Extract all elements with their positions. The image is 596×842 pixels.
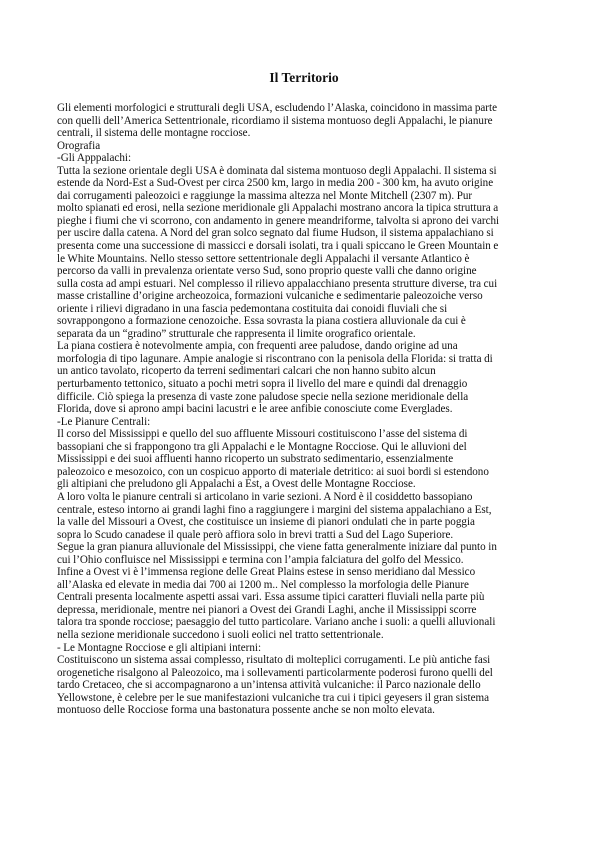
text-line: molto spianati ed erosi, nella sezione meridionale gli Appalachi mostrano ancora la tipica struttura a [57, 202, 499, 215]
text-line: per uscire dalla catena. A Nord del gran solco segnato dal fiume Hudson, il sistema appalachiano si [57, 227, 494, 240]
text-line: morfologia di tipo lagunare. Ampie analogie si riscontrano con la penisola della Florida: si tratta di [57, 352, 493, 365]
text-line: orogenetiche risalgono al Paleozoico, ma i sollevamenti particolarmente poderosi furono quelli del [57, 666, 493, 679]
text-line: un antico tavolato, ricoperto da terreni sedimentari calcari che non hanno subito alcun [57, 365, 436, 378]
text-line: perturbamento tettonico, situato a pochi metri sopra il livello del mare e quindi dal drenaggio [57, 378, 468, 391]
text-line: separata da un “gradino” strutturale che rappresenta il limite orografico orientale. [57, 327, 416, 340]
text-line: -Gli Apppalachi: [57, 152, 132, 165]
text-line: paleozoico e mesozoico, con un cospicuo apporto di materiale detritico: ai suoi bordi si estendono [57, 465, 489, 478]
text-line: montuoso delle Rocciose forma una bastonatura possente anche se non molto elevata. [57, 704, 435, 717]
text-line: -Le Pianure Centrali: [57, 415, 151, 428]
text-line: bassopiani che si frappongono tra gli Appalachi e le Montagne Rocciose. Qui le alluvioni del [57, 440, 467, 453]
text-line: Yellowstone, è celebre per le sue manifestazioni vulcaniche tra cui i tipici geyesers il gran sistema [57, 691, 490, 704]
text-line: depressa, meridionale, mentre nei pianori a Ovest dei Grandi Laghi, anche il Mississippi scorre [57, 603, 477, 616]
text-line: le White Mountains. Nello stesso settore settentrionale degli Appalachi il versante Atlantico è [57, 252, 470, 265]
text-line: Tutta la sezione orientale degli USA è dominata dal sistema montuoso degli Appalachi. Il sistema si [57, 164, 497, 177]
text-line: Segue la gran pianura alluvionale del Mississippi, che viene fatta generalmente iniziare dal punto in [57, 541, 497, 554]
text-line: Orografia [57, 139, 101, 152]
text-line: tardo Cretaceo, che si accompagnarono a un’intensa attività vulcaniche: il Parco nazionale dello [57, 679, 481, 692]
text-line: presenta come una successione di massicci e dorsali isolati, tra i quali spiccano le Green Mountain e [57, 240, 499, 253]
text-line: - Le Montagne Rocciose e gli altipiani interni: [57, 641, 262, 654]
text-line: La piana costiera è notevolmente ampia, con frequenti aree paludose, dando origine ad una [57, 340, 458, 353]
text-line: centrali, il sistema delle montagne rocciose. [57, 127, 251, 140]
text-line: gli altipiani che preludono gli Appalachi a Est, a Ovest delle Montagne Rocciose. [57, 478, 416, 491]
text-line: nella sezione meridionale succedono i suoli eolici nel tratto settentrionale. [57, 628, 384, 641]
text-line: sopra lo Scudo canadese il quale però affiora solo in brevi tratti a Sud del Lago Superiore. [57, 528, 454, 541]
text-line: masse cristalline d’origine archeozoica, formazioni vulcaniche e sedimentarie paleozoiche verso [57, 290, 483, 303]
body-text [57, 102, 541, 717]
text-line: sovrappongono a formazione cenozoiche. Essa sovrasta la piana costiera alluvionale da cui è [57, 315, 466, 328]
text-line: talora tra sponde rocciose; paesaggio del tutto particolare. Variano anche i suoli: a quelli alluvionali [57, 616, 496, 629]
text-line: Mississippi e dei suoi affluenti hanno ricoperto un substrato sedimentario, essenzialmente [57, 453, 454, 466]
text-line: sulla costa ad ampi estuari. Nel complesso il rilievo appalacchiano presenta strutture diverse, tra cui [57, 277, 498, 290]
text-line: Centrali presenta localmente aspetti assai vari. Essa assume tipici caratteri fluviali nella parte più [57, 591, 485, 604]
text-line: cui l’Ohio confluisce nel Mississippi e termina con l’ampia falciatura del golfo del Messico. [57, 553, 464, 566]
text-line: Florida, dove si aprono ampi bacini lacustri e le aree anfibie conosciute come Everglades. [57, 403, 453, 416]
page-title: Il Territorio [269, 70, 339, 85]
text-line: dai corrugamenti paleozoici e raggiunge la massima altezza nel Monte Mitchell (2307 m). Pur [57, 189, 473, 202]
text-line: A loro volta le pianure centrali si articolano in varie sezioni. A Nord è il cosiddetto bassopiano [57, 490, 473, 503]
text-line: la valle del Missouri a Ovest, che costituisce un insieme di pianori ondulati che in parte poggia [57, 516, 475, 529]
text-line: all’Alaska ed elevate in media dai 700 ai 1200 m.. Nel complesso la morfologia delle Pianure [57, 578, 469, 591]
text-line: Gli elementi morfologici e strutturali degli USA, escludendo l’Alaska, coincidono in massima parte [57, 102, 498, 114]
text-line: Costituiscono un sistema assai complesso, risultato di molteplici corrugamenti. Le più antiche fasi [57, 654, 491, 667]
text-line: percorso da valli in prevalenza orientate verso Sud, sono proprio queste valli che danno origine [57, 265, 477, 278]
text-line: pieghe i fiumi che vi scorrono, con andamento in genere meandriforme, talvolta si aprono dei varchi [57, 214, 500, 227]
text-line: Infine a Ovest vi è l’immensa regione delle Great Plains estese in senso meridiano dal Messico [57, 566, 476, 579]
text-line: con quelli dell’America Settentrionale, ricordiamo il sistema montuoso degli Appalachi, le pianure [57, 114, 493, 127]
text-line: difficile. Ciò spiega la presenza di vaste zone paludose specie nella sezione meridionale della [57, 390, 469, 403]
text-line: estende da Nord-Est a Sud-Ovest per circa 2500 km, largo in media 200 - 300 km, ha avuto origine [57, 177, 494, 190]
text-line: centrale, esteso intorno ai grandi laghi fino a raggiungere i margini del sistema appalachiano a Est, [57, 503, 492, 516]
document-page [57, 70, 541, 717]
text-line: oriente i rilievi digradano in una fascia pedemontana costituita dai conoidi fluviali che si [57, 302, 448, 315]
text-line: Il corso del Mississippi e quello del suo affluente Missouri costituiscono l’asse del sistema di [57, 428, 468, 441]
